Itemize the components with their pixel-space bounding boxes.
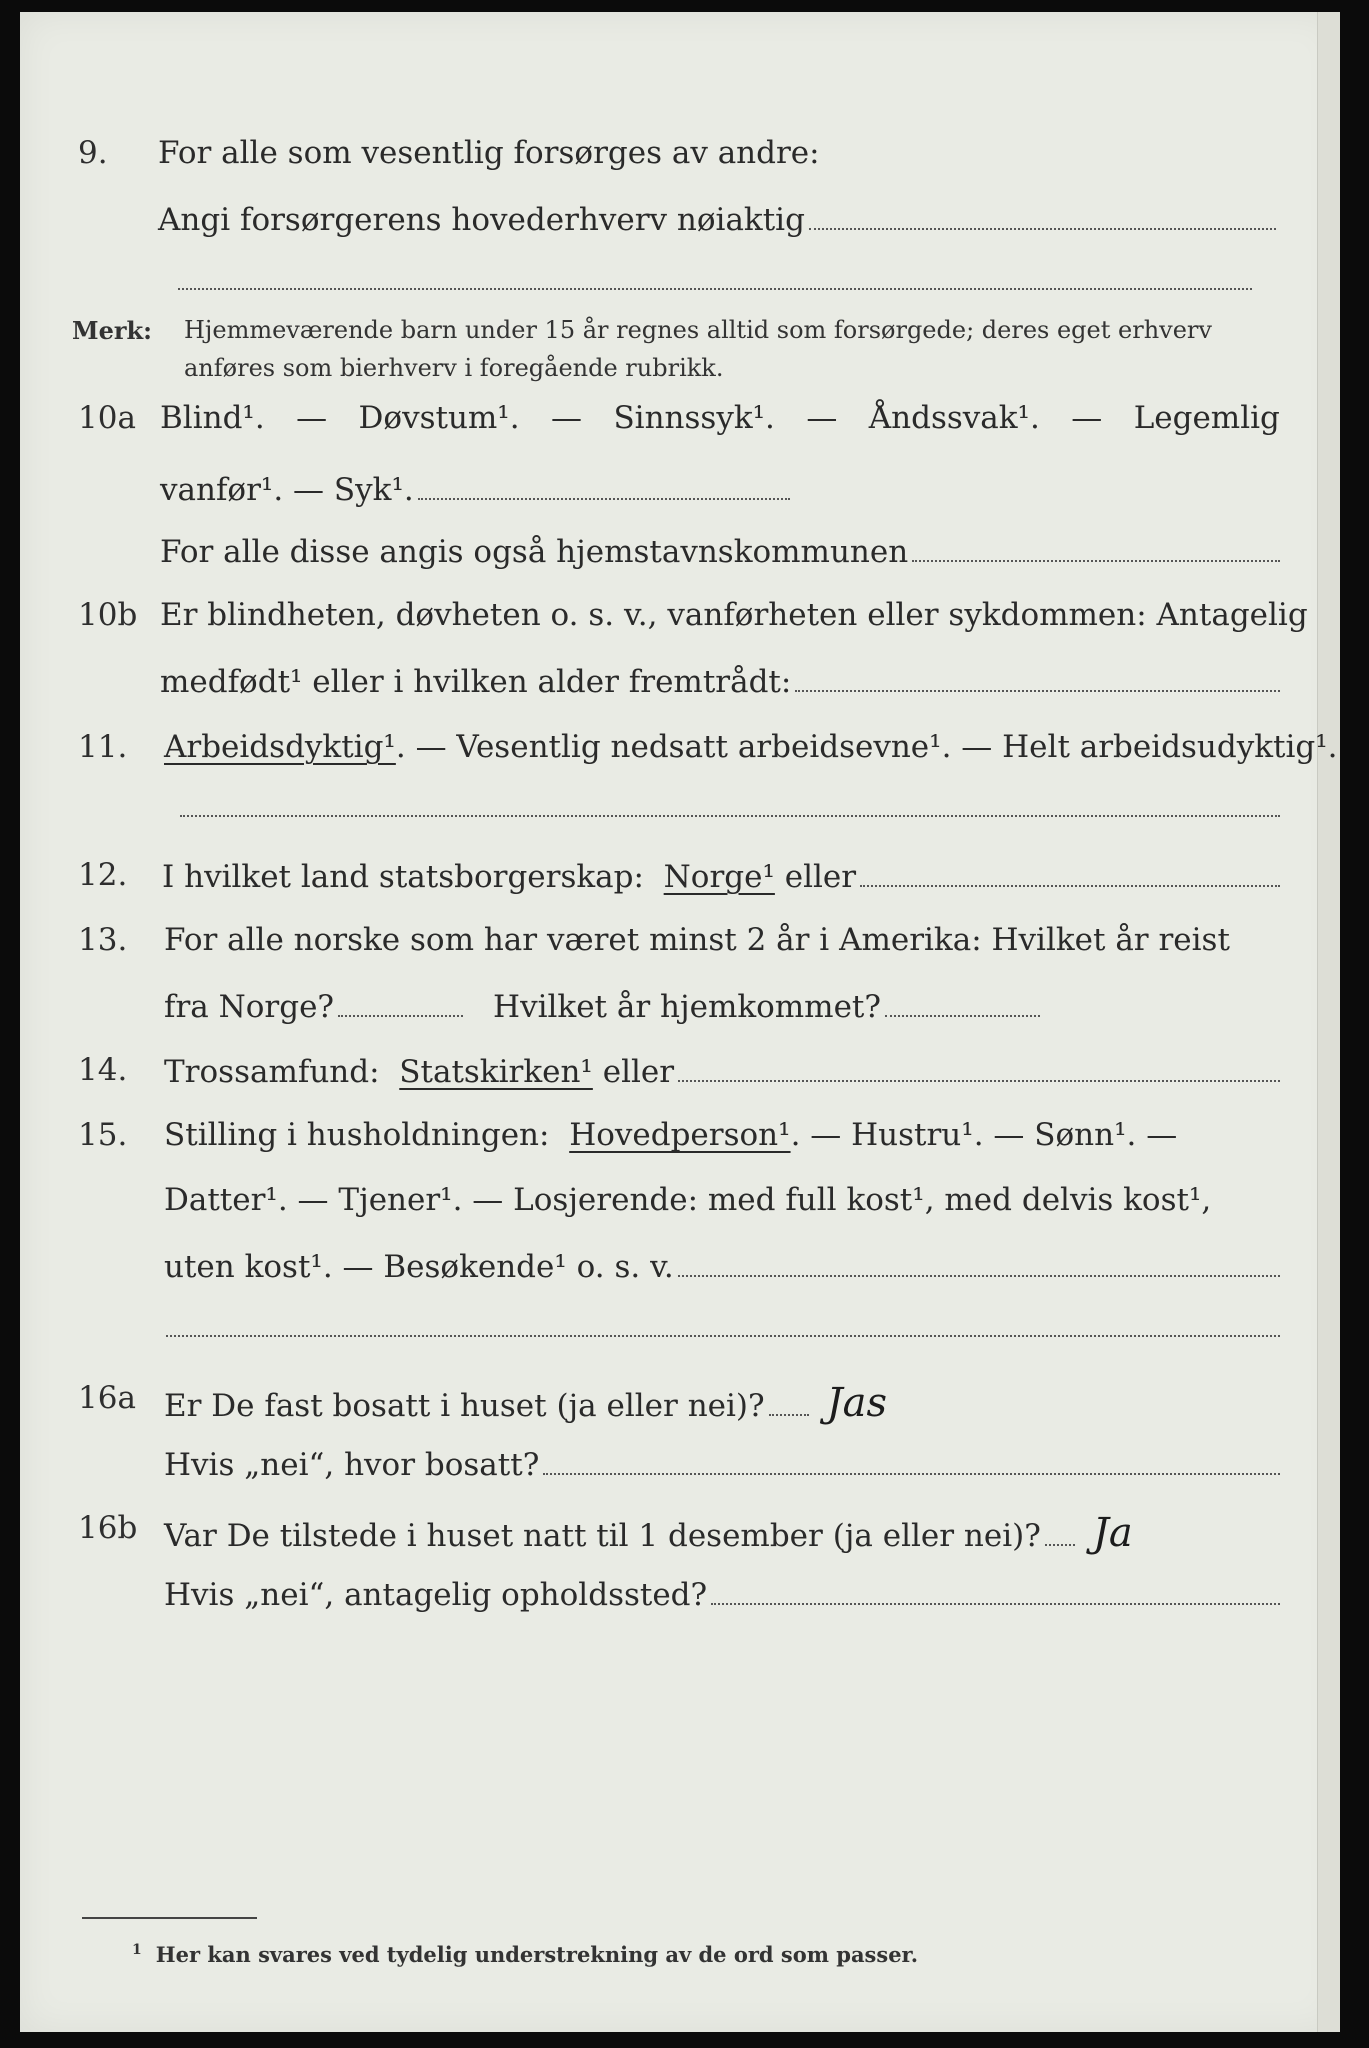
handwritten-answer: Ja (1092, 1510, 1133, 1556)
question-10a-line2: vanfør¹. — Syk¹. (160, 472, 414, 508)
question-number: 15. (78, 1117, 128, 1153)
question-10b-row (20, 597, 1340, 647)
question-9-line1: For alle som vesentlig forsørges av andre: (158, 135, 820, 171)
answer-field-9[interactable] (809, 200, 1276, 230)
underlined-answer: Norge¹ (663, 859, 775, 895)
question-16a-row: 16a Er De fast bosatt i huset (ja eller nei)? Jas (78, 1380, 888, 1426)
question-10a-line3: For alle disse angis også hjemstavnskommunen (160, 534, 909, 570)
answer-field-bosatt[interactable] (543, 1445, 1280, 1475)
question-10a-row3 (20, 532, 1340, 582)
question-15-row (20, 1117, 1340, 1167)
question-13-line1: For alle norske som har været minst 2 år i Amerika: Hvilket år reist (164, 922, 1230, 958)
question-9-line2: Angi forsørgerens hovederhverv nøiaktig (158, 202, 805, 238)
question-16a-row2: Hvis „nei“, hvor bosatt? (20, 1445, 1340, 1495)
question-15-line2: Datter¹. — Tjener¹. — Losjerende: med full kost¹, med delvis kost¹, (164, 1182, 1212, 1218)
question-9-row (20, 135, 1340, 185)
question-16b-row2: Hvis „nei“, antagelig opholdssted? (20, 1575, 1340, 1625)
answer-field-11[interactable] (180, 815, 1280, 817)
answer-field-12[interactable] (860, 857, 1280, 887)
answer-field-opholdssted[interactable] (711, 1575, 1280, 1605)
question-16b-row: 16b Var De tilstede i huset natt til 1 desember (ja eller nei)? Ja (78, 1510, 1133, 1556)
question-15-line1: Stilling i husholdningen: Hovedperson¹. — Hustru¹. — Sønn¹. — (164, 1117, 1178, 1153)
question-13-row (20, 922, 1340, 972)
answer-field-hjemstavn[interactable] (912, 532, 1280, 562)
handwritten-answer: Jas (826, 1380, 888, 1426)
answer-field-10a[interactable] (418, 470, 790, 500)
footnote-divider (82, 1917, 257, 1919)
merk-line1: Hjemmeværende barn under 15 år regnes alltid som forsørgede; deres eget erhverv (184, 316, 1212, 344)
question-13-row2: fra Norge? Hvilket år hjemkommet? (20, 987, 1340, 1037)
answer-field-9-extra[interactable] (178, 288, 1252, 290)
question-number: 9. (78, 135, 108, 171)
question-15-row2 (20, 1182, 1340, 1232)
answer-field-10b[interactable] (795, 662, 1280, 692)
question-10b-row2 (20, 662, 1340, 712)
question-15-row3 (20, 1247, 1340, 1297)
question-15-line3: uten kost¹. — Besøkende¹ o. s. v. (164, 1249, 674, 1285)
question-11-line: Arbeidsdyktig¹. — Vesentlig nedsatt arbeidsevne¹. — Helt arbeidsudyktig¹. (164, 729, 1338, 765)
underlined-answer: Statskirken¹ (399, 1054, 593, 1090)
answer-field-15-extra[interactable] (166, 1335, 1280, 1337)
question-14-row: 14. Trossamfund: Statskirken¹ eller (20, 1052, 1340, 1102)
underlined-answer: Arbeidsdyktig¹ (164, 729, 396, 765)
answer-field-reist[interactable] (338, 987, 463, 1017)
question-number: 14. (78, 1052, 128, 1088)
question-10a-row (20, 400, 1340, 450)
underlined-answer: Hovedperson¹ (569, 1117, 791, 1153)
answer-field-15[interactable] (678, 1247, 1280, 1277)
footnote: $^1$ Her kan svares ved tydelig understrekning av de ord som passer. (132, 1942, 919, 1967)
question-11-row (20, 729, 1340, 779)
question-9-row2 (20, 200, 1340, 250)
answer-field-14[interactable] (678, 1052, 1280, 1082)
question-10a-line1: Blind¹. — Døvstum¹. — Sinnssyk¹. — Åndssvak¹. — Legemlig (160, 400, 1280, 436)
question-number: 10a (78, 400, 136, 436)
question-10b-line2: medfødt¹ eller i hvilken alder fremtrådt: (160, 664, 792, 700)
question-number: 10b (78, 597, 138, 633)
answer-field-hjemkommet[interactable] (885, 987, 1040, 1017)
merk-line2: anføres som bierhverv i foregående rubrikk. (184, 354, 724, 382)
question-10a-row2 (20, 470, 1340, 520)
census-form-page (20, 12, 1340, 2032)
question-number: 12. (78, 857, 128, 893)
question-number: 16a (78, 1380, 136, 1416)
question-number: 16b (78, 1510, 138, 1546)
question-10b-line1: Er blindheten, døvheten o. s. v., vanførheten eller sykdommen: Antagelig (160, 597, 1308, 633)
merk-label: Merk: (72, 316, 152, 345)
question-number: 13. (78, 922, 128, 958)
question-12-row: 12. I hvilket land statsborgerskap: Norge¹ eller (20, 857, 1340, 907)
question-number: 11. (78, 729, 128, 765)
